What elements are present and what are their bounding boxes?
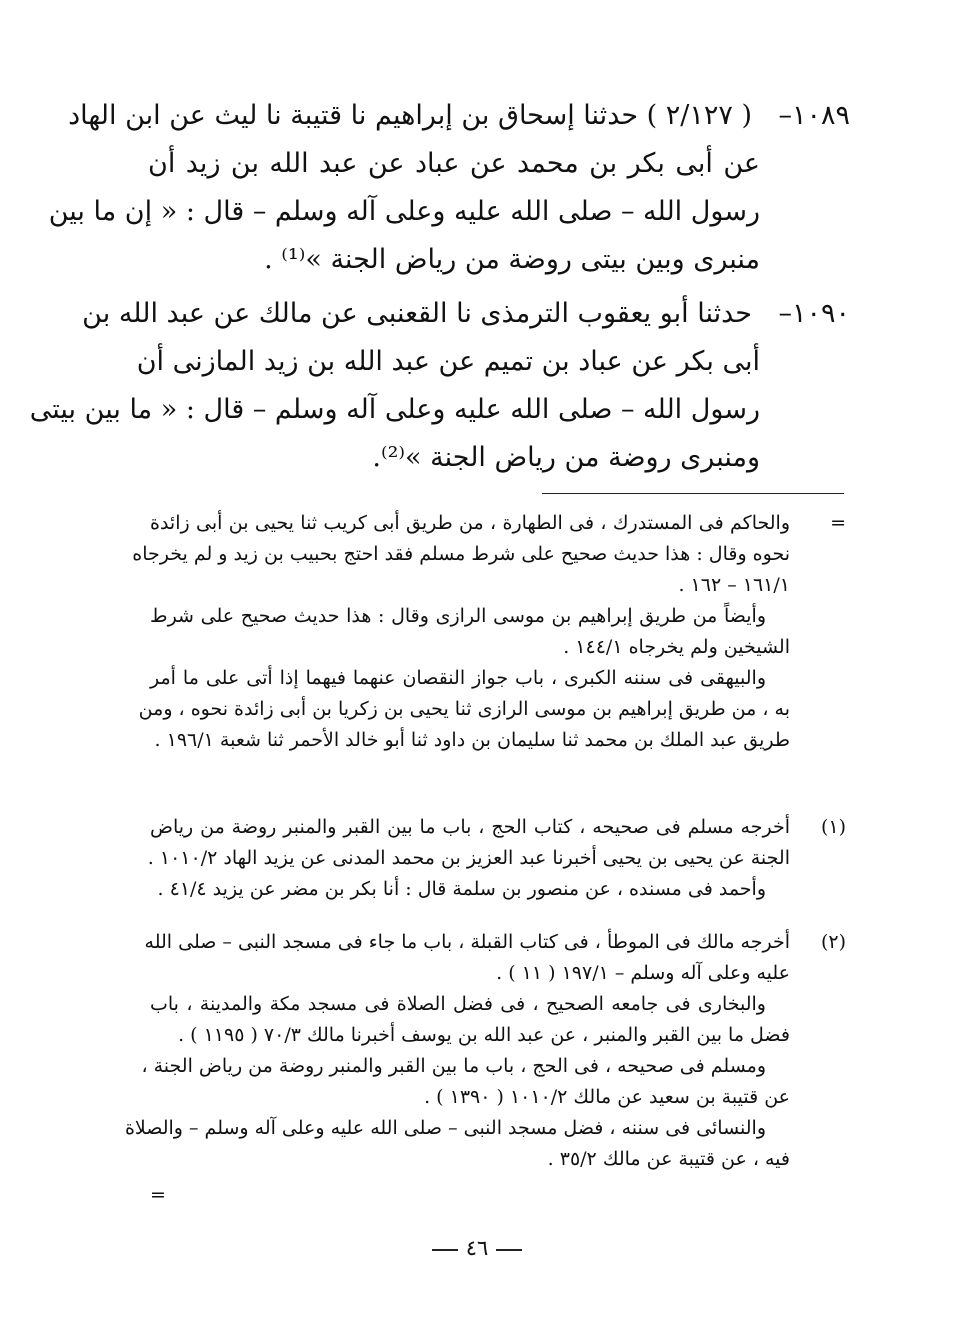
hadith-line: ( ٢/١٢٧ ) حدثنا إسحاق بن إبراهيم نا قتيبة نا ليث عن ابن الهاد (68, 100, 752, 131)
footnote-line: طريق عبد الملك بن محمد ثنا سليمان بن داود ثنا أبو خالد الأحمر ثنا شعبة ١٩٦/١ . (154, 729, 790, 751)
footnote-line: والبيهقى فى سننه الكبرى ، باب جواز النقصان عنهما فيهما إذا أتى على ما أمر (150, 667, 766, 689)
footnote-line: أخرجه مسلم فى صحيحه ، كتاب الحج ، باب ما بين القبر والمنبر روضة من رياض (150, 816, 790, 838)
dash-left (496, 1249, 522, 1251)
hadith-line: رسول الله – صلى الله عليه وعلى آله وسلم – قال : « إن ما بين (48, 196, 760, 227)
hadith-number: ١٠٩٠– (778, 298, 850, 329)
footnote-line: ١٦١/١ – ١٦٢ . (678, 574, 790, 596)
footnote-line: وأيضاً من طريق إبراهيم بن موسى الرازى وقال : هذا حديث صحيح على شرط (150, 605, 766, 627)
footnote-line: الشيخين ولم يخرجاه ١٤٤/١ . (563, 636, 790, 658)
footnote-line: والبخارى فى جامعه الصحيح ، فى فضل الصلاة فى مسجد مكة والمدينة ، باب (150, 993, 766, 1015)
footnote-1 (147, 812, 790, 905)
footnote-line: عن قتيبة بن سعيد عن مالك ١٠١٠/٢ ( ١٣٩٠ ) . (424, 1086, 790, 1108)
continuation-mark: = (830, 512, 846, 534)
hadith-line: رسول الله – صلى الله عليه وعلى آله وسلم – قال : « ما بين بيتى (29, 394, 760, 425)
footnote-line: فيه ، عن قتيبة عن مالك ٣٥/٢ . (547, 1148, 790, 1170)
footnote-1-mark: (١) (820, 816, 846, 838)
footnote-2 (124, 927, 790, 1175)
page-number-row (0, 1236, 954, 1260)
footnote-line: أخرجه مالك فى الموطأ ، فى كتاب القبلة ، باب ما جاء فى مسجد النبى – صلى الله (144, 931, 790, 953)
footnote-separator (542, 493, 844, 494)
hadith-line: ومنبرى روضة من رياض الجنة »⁽²⁾. (372, 442, 760, 473)
footnote-line: وأحمد فى مسنده ، عن منصور بن سلمة قال : أنا بكر بن مضر عن يزيد ٤١/٤ . (157, 878, 766, 900)
footnote-line: نحوه وقال : هذا حديث صحيح على شرط مسلم فقد احتج بحبيب بن زيد و لم يخرجاه (132, 543, 790, 565)
footnote-2-mark: (٢) (820, 931, 846, 953)
footnote-line: فضل ما بين القبر والمنبر ، عن عبد الله بن يوسف أخبرنا مالك ٧٠/٣ ( ١١٩٥ ) . (178, 1024, 790, 1046)
footnote-line: ومسلم فى صحيحه ، فى الحج ، باب ما بين القبر والمنبر روضة من رياض الجنة ، (141, 1055, 766, 1077)
hadith-number: ١٠٨٩– (778, 100, 850, 131)
footnote-continuation (132, 508, 790, 756)
hadith-line: أبى بكر عن عباد بن تميم عن عبد الله بن زيد المازنى أن (136, 346, 760, 377)
hadith-1089 (48, 92, 850, 284)
hadith-1090 (29, 290, 850, 482)
footnote-line: عليه وعلى آله وسلم – ١٩٧/١ ( ١١ ) . (496, 962, 790, 984)
footnote-line: الجنة عن يحيى بن يحيى أخبرنا عبد العزيز بن محمد المدنى عن يزيد الهاد ١٠١٠/٢ . (147, 847, 790, 869)
end-continuation-mark: = (150, 1184, 166, 1206)
footnote-line: والحاكم فى المستدرك ، فى الطهارة ، من طريق أبى كريب ثنا يحيى بن أبى زائدة (150, 512, 790, 534)
hadith-line: عن أبى بكر بن محمد عن عباد عن عبد الله بن زيد أن (148, 148, 760, 179)
page-number: ٤٦ (465, 1236, 489, 1260)
hadith-line: حدثنا أبو يعقوب الترمذى نا القعنبى عن مالك عن عبد الله بن (82, 298, 752, 329)
dash-right (432, 1249, 458, 1251)
footnote-line: به ، من طريق إبراهيم بن موسى الرازى ثنا يحيى بن زكريا بن أبى زائدة نحوه ، ومن (138, 698, 790, 720)
footnote-line: والنسائى فى سننه ، فضل مسجد النبى – صلى الله عليه وعلى آله وسلم – والصلاة (124, 1117, 766, 1139)
hadith-line: منبرى وبين بيتى روضة من رياض الجنة »⁽¹⁾ . (264, 244, 760, 275)
